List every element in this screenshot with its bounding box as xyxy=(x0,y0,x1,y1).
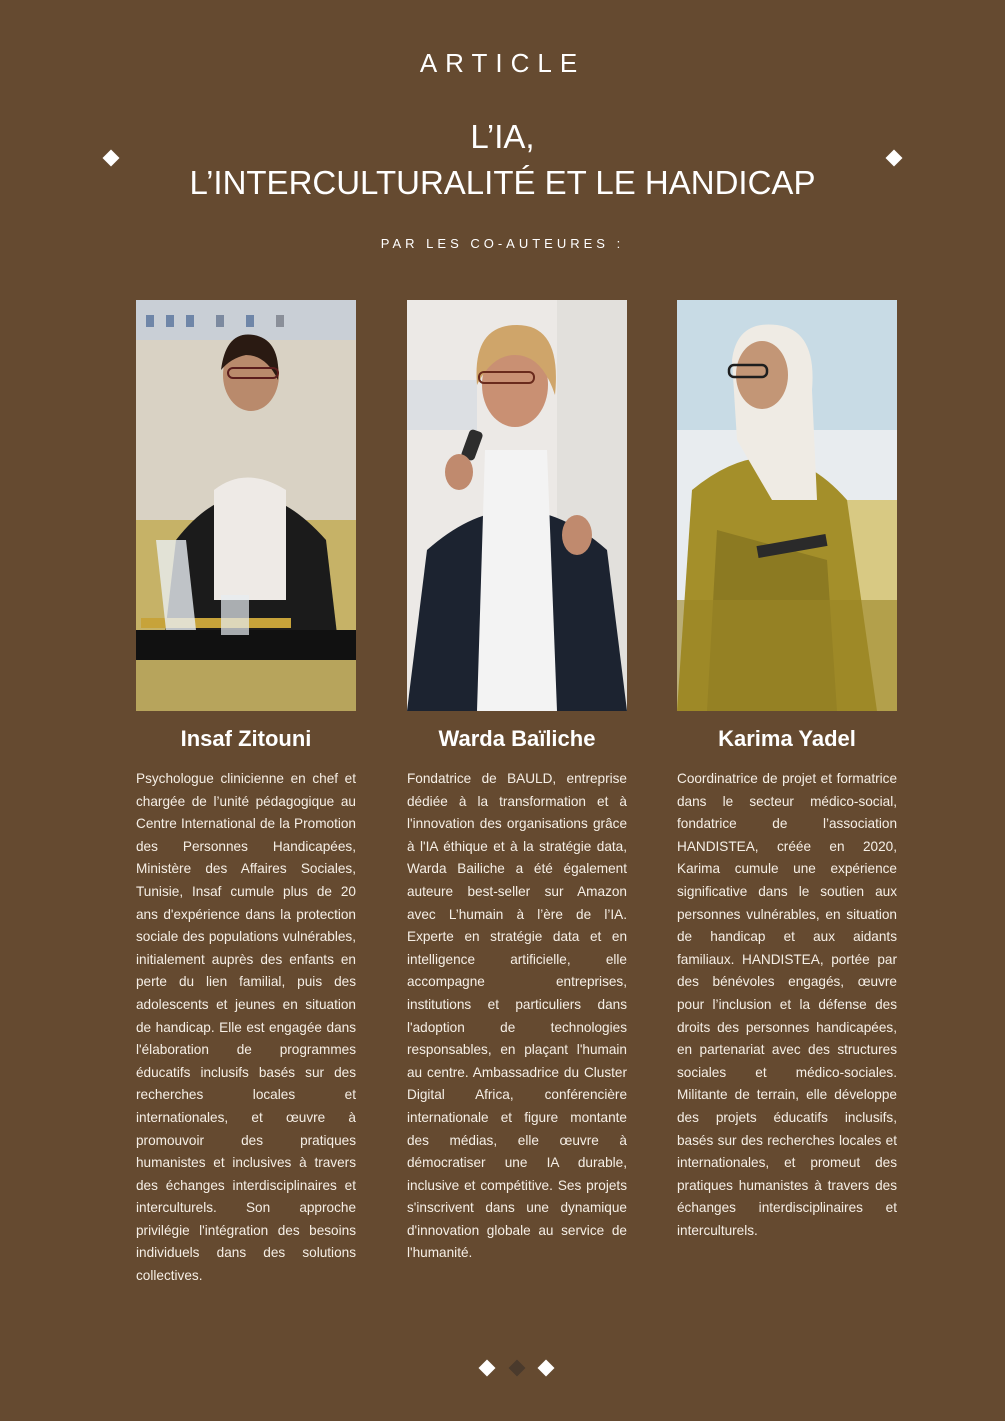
page-dot-3 xyxy=(538,1360,555,1377)
author-bio-2: Fondatrice de BAULD, entreprise dédiée à la transformation et à l'innovation des organisations grâce à l'IA éthique et à la stratégie data, Warda Bailiche a été également auteure best-seller sur Amazon avec L’humain à l’ère de l’IA. Experte en stratégie data et en intelligence artificielle, elle accompagne entreprises, institutions et particuliers dans l'adoption de technologies responsables, en plaçant l'humain au centre. Ambassadrice du Cluster Digital Africa, conférencière internationale et figure montante des médias, elle œuvre à démocratiser une IA durable, inclusive et compétitive. Ses projets s'inscrivent dans une dynamique d'innovation globale au service de l'humanité. xyxy=(407,771,627,1261)
title-line-1: L’IA, xyxy=(470,118,535,155)
author-photo-1 xyxy=(136,300,356,711)
author-card-2 xyxy=(407,300,627,1265)
article-title xyxy=(0,114,1005,206)
author-card-1 xyxy=(136,300,356,1288)
page-indicator xyxy=(0,1360,1005,1380)
page-dot-1 xyxy=(479,1360,496,1377)
page-dot-2 xyxy=(509,1360,526,1377)
author-bio-1: Psychologue clinicienne en chef et chargée de l’unité pédagogique au Centre International de la Promotion des Personnes Handicapées, Ministère des Affaires Sociales, Tunisie, Insaf cumule plus de 20 ans d'expérience dans la protection sociale des populations vulnérables, initialement auprès des enfants en perte du lien familial, puis des adolescents et jeunes en situation de handicap. Elle est engagée dans l'élaboration de programmes éducatifs inclusifs basés sur des recherches locales et internationales, et œuvre à promouvoir des pratiques humanistes et inclusives à travers des échanges interdisciplinaires et interculturels. Son approche privilégie l'intégration des besoins individuels dans des solutions collectives. xyxy=(136,771,356,1284)
author-card-3 xyxy=(677,300,897,1242)
article-kicker: ARTICLE xyxy=(419,48,586,78)
author-photo-2 xyxy=(407,300,627,711)
title-line-2: L’INTERCULTURALITÉ ET LE HANDICAP xyxy=(189,164,816,201)
author-bio-3: Coordinatrice de projet et formatrice dans le secteur médico-social, fondatrice de l’association HANDISTEA, créée en 2020, Karima cumule une expérience significative dans le soutien aux personnes vulnérables, en situation de handicap et aux aidants familiaux. HANDISTEA, portée par des bénévoles engagés, œuvre pour l’inclusion et la défense des droits des personnes handicapées, en partenariat avec des structures sociales et médico-sociales. Militante de terrain, elle développe des projets éducatifs inclusifs, basés sur des recherches locales et internationales, et promeut des pratiques humanistes à travers des échanges interdisciplinaires et interculturels. xyxy=(677,771,897,1238)
author-name-2: Warda Baïliche xyxy=(438,726,596,751)
author-name-1: Insaf Zitouni xyxy=(180,726,312,751)
co-authors-byline: PAR LES CO-AUTEURES : xyxy=(380,236,625,251)
author-photo-3 xyxy=(677,300,897,711)
author-name-3: Karima Yadel xyxy=(718,726,856,751)
